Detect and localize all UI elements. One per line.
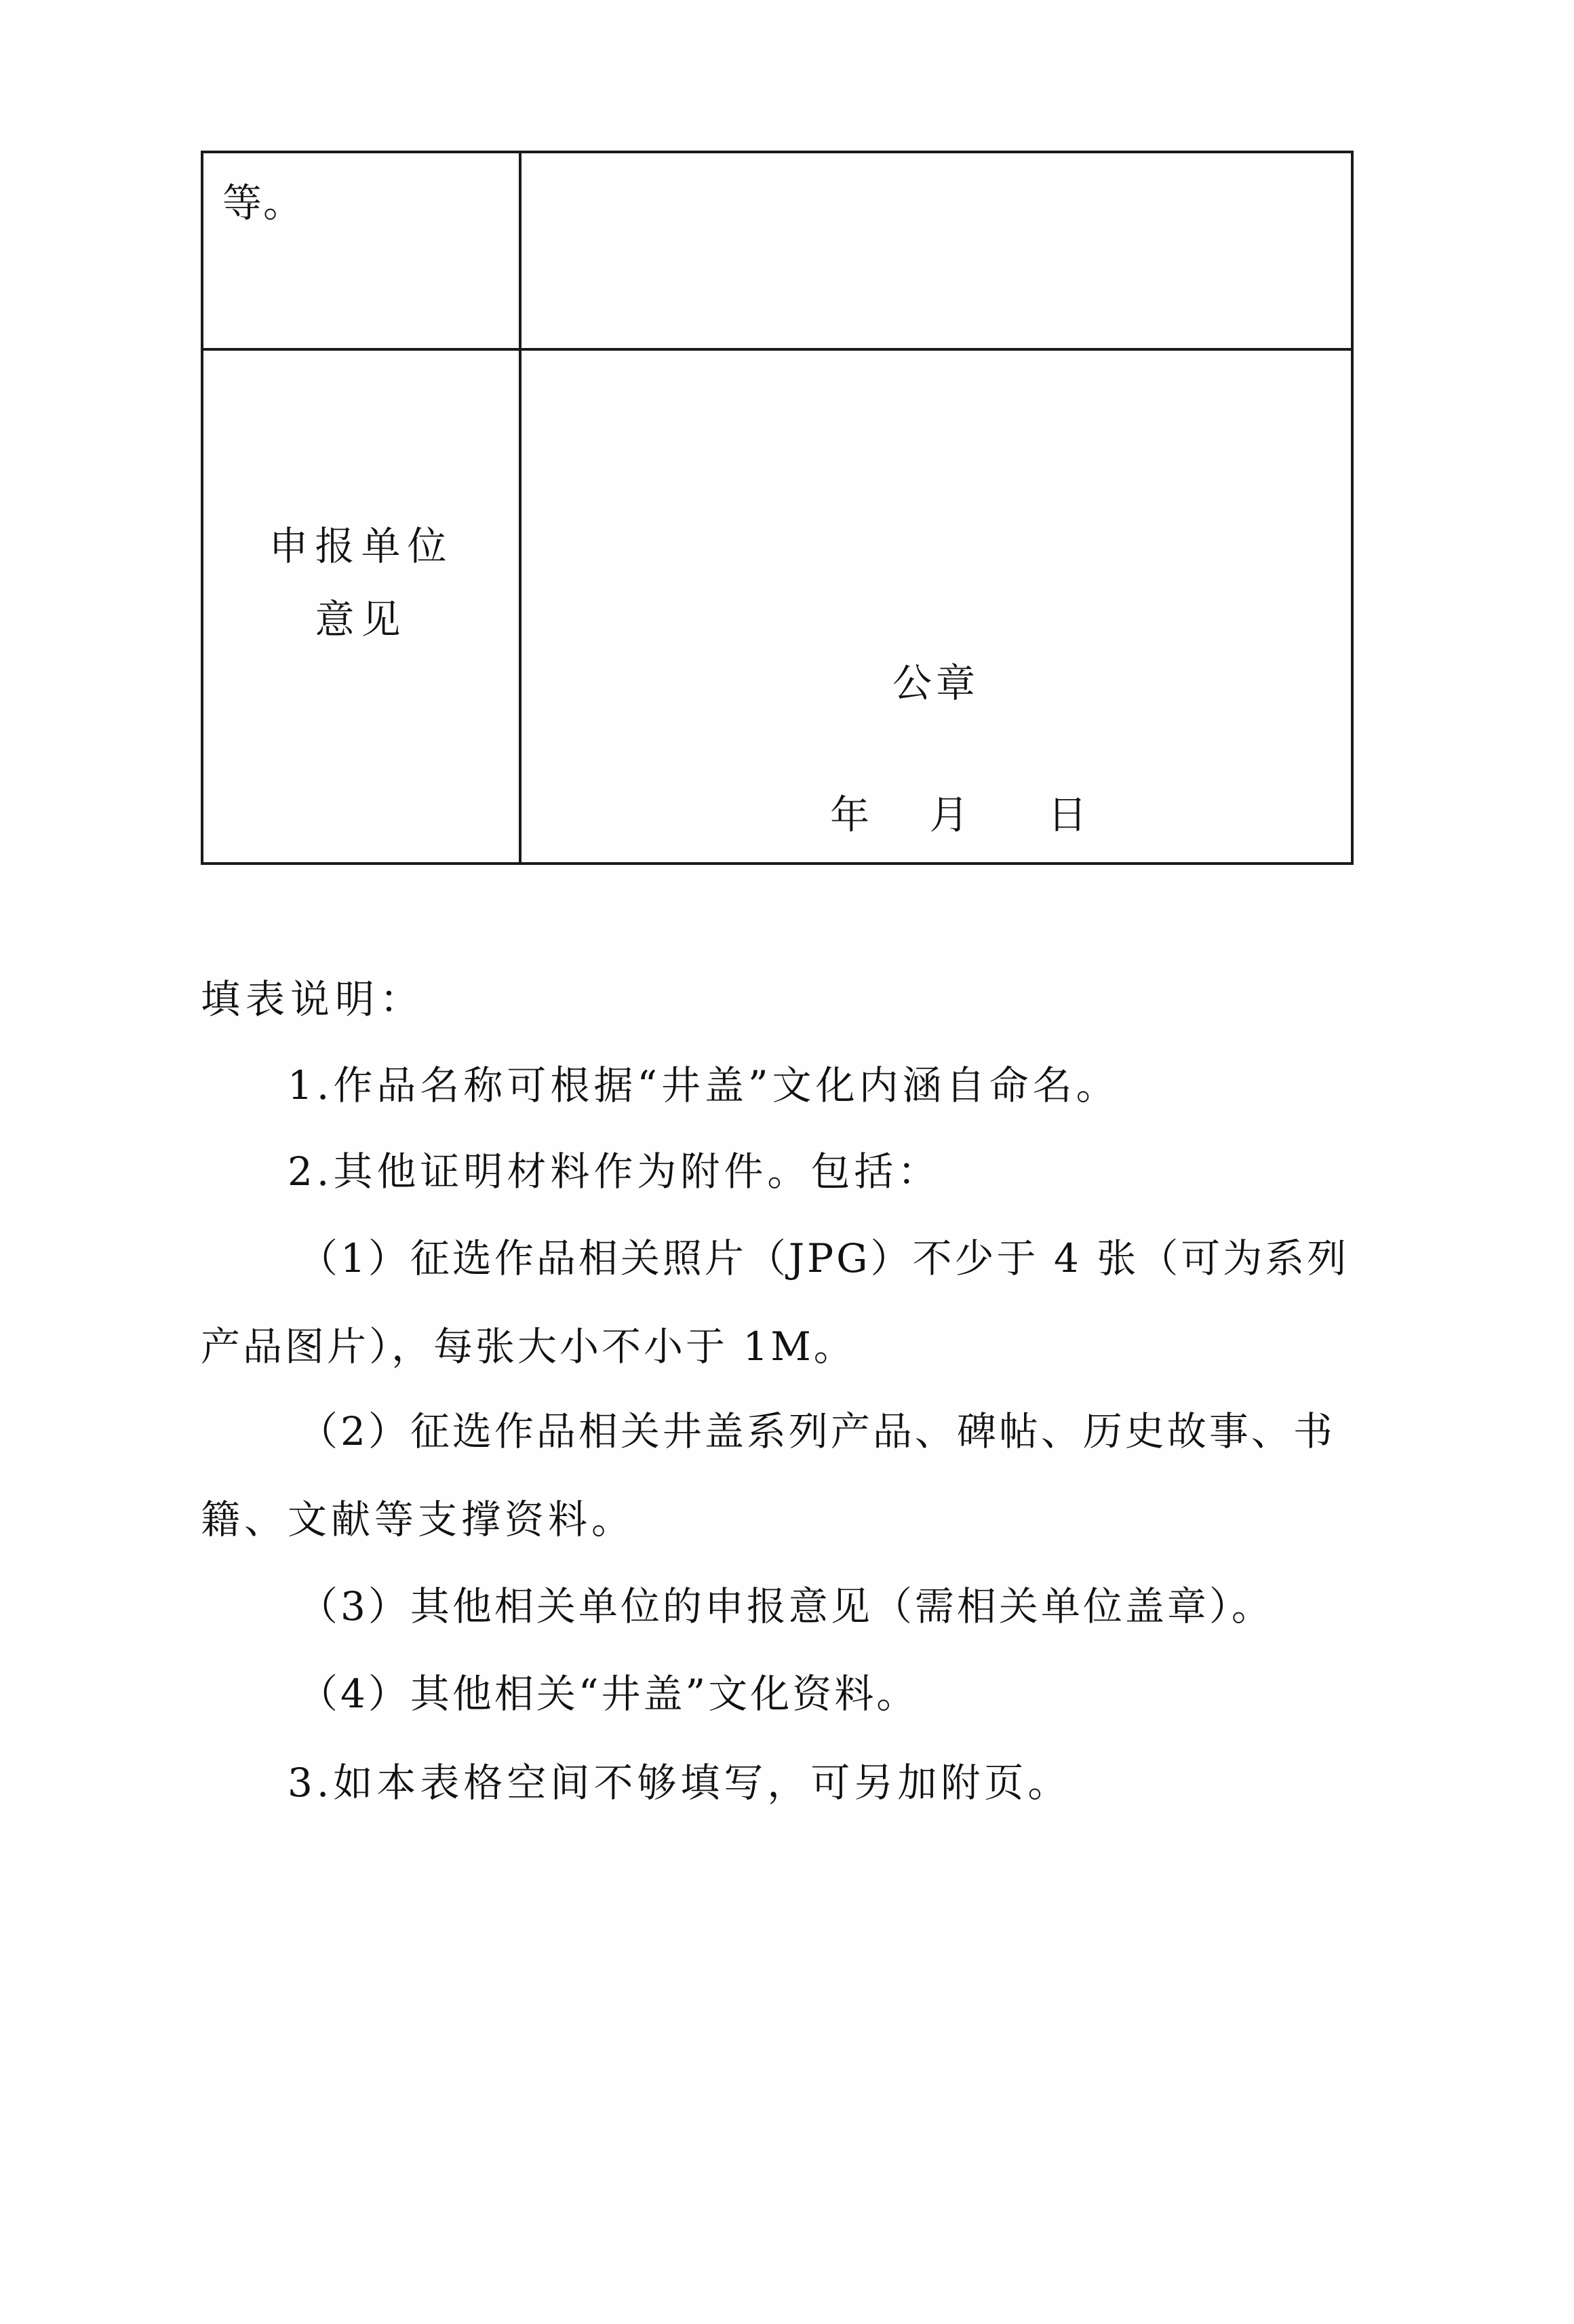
instruction-subitem-3: （3）其他相关单位的申报意见（需相关单位盖章）。 — [298, 1583, 1274, 1629]
date-day-label: 日 — [1047, 792, 1087, 838]
column-divider — [519, 153, 522, 862]
applicant-opinion-label-line-1: 申报单位 — [269, 523, 454, 569]
applicant-opinion-label-cell — [203, 351, 519, 862]
instruction-subitem-2: （2）征选作品相关井盖系列产品、碑帖、历史故事、书 — [298, 1408, 1335, 1454]
instruction-item-3: 3.如本表格空间不够填写，可另加附页。 — [288, 1760, 1071, 1806]
application-form-table — [201, 151, 1354, 865]
instruction-item-1: 1.作品名称可根据“井盖”文化内涵自命名。 — [288, 1062, 1120, 1108]
date-month-label: 月 — [929, 792, 969, 838]
applicant-opinion-label-line-2: 意见 — [315, 596, 408, 642]
date-year-label: 年 — [830, 792, 870, 838]
continued-text-cell: 等。 — [222, 180, 304, 226]
instruction-subitem-1: （1）征选作品相关照片（JPG）不少于 4 张（可为系列 — [298, 1235, 1350, 1281]
instruction-item-2: 2.其他证明材料作为附件。包括： — [288, 1148, 941, 1195]
instruction-subitem-4: （4）其他相关“井盖”文化资料。 — [298, 1671, 919, 1717]
instruction-subitem-2-continued: 籍、文献等支撑资料。 — [201, 1496, 635, 1543]
instructions-title: 填表说明： — [201, 976, 425, 1022]
instruction-subitem-1-continued: 产品图片），每张大小不小于 1M。 — [201, 1323, 856, 1370]
official-seal-label: 公章 — [892, 660, 980, 706]
signature-date-field[interactable] — [830, 792, 1087, 838]
